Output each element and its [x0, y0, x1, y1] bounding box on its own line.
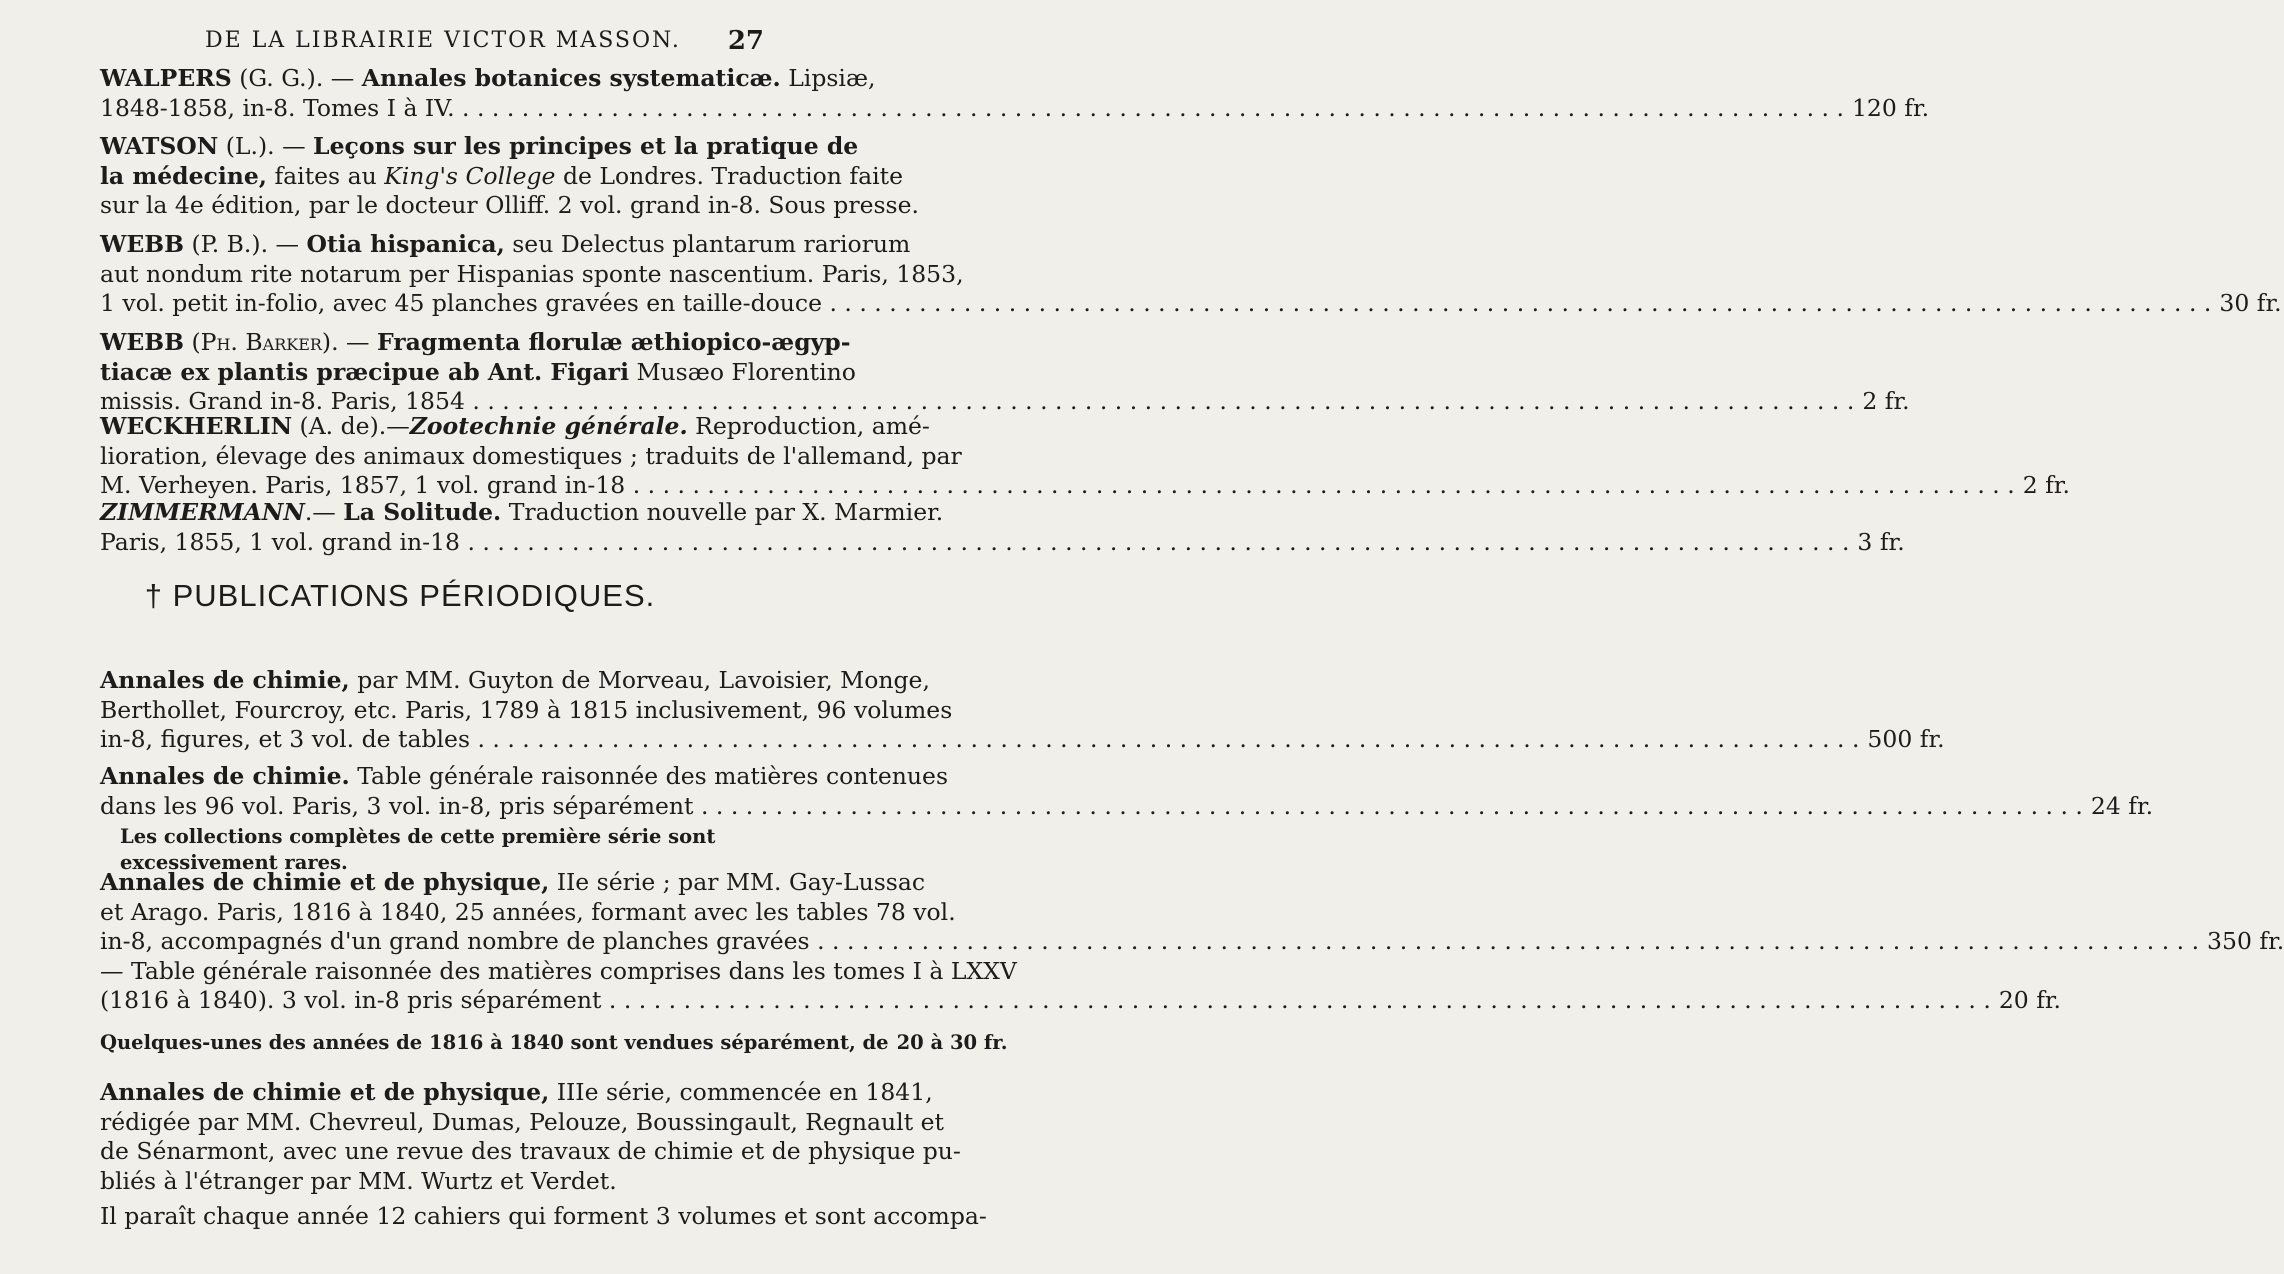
entry-price: 350 fr. [2207, 927, 2284, 955]
footnote: Les collections complètes de cette première série sont excessivement rares. [120, 825, 716, 874]
entry-title: Annales botanices systematicæ. [361, 64, 781, 92]
periodical-title: Annales de chimie et de physique, [100, 1078, 550, 1106]
catalog-entry-weckherlin: WECKHERLIN (A. de).—Zootechnie générale. Reproduction, amé- lioration, élevage des animaux domestiques ; traduits de l'allemand, par M. Verheyen. Paris, 1857, 1 vol. grand in-18 . . . 2 fr. [100, 412, 760, 501]
entry-price: 500 fr. [1867, 725, 1945, 753]
periodical-title: Annales de chimie, [100, 666, 350, 694]
catalog-entry-walpers: WALPERS (G. G.). — Annales botanices systematicæ. Lipsiæ, 1848-1858, in-8. Tomes I à IV. . . . 120 fr. [100, 64, 760, 123]
entry-author: WATSON [100, 132, 219, 160]
entry-price: 120 fr. [1851, 93, 1930, 122]
entry-price: 3 fr. [1857, 527, 1905, 556]
entry-price: 20 fr. [1998, 986, 2062, 1014]
entry-author: WECKHERLIN [100, 412, 293, 440]
entry-author: WEBB [100, 328, 185, 356]
periodical-entry: Annales de chimie et de physique, IIIe série, commencée en 1841, rédigée par MM. Chevreul, Dumas, Pelouze, Boussingault, Regnault et de Sénarmont, avec une revue des travaux de chimie et de physique pu- bliés à l'étranger par MM. Wurtz et Verdet. Il paraît chaque année 12 cahiers qui forment 3 volumes et sont accompa- [100, 1078, 987, 1230]
page-header [0, 20, 800, 60]
periodical-entry: Annales de chimie. Table générale raisonnée des matières contenues dans les 96 vol. Paris, 3 vol. in-8, pris séparément . . . 24 fr. [100, 762, 760, 821]
catalog-entry-webb-barker: WEBB (Ph. Barker). — Fragmenta florulæ æthiopico-ægyp- tiacæ ex plantis præcipue ab Ant. Figari Musæo Florentino missis. Grand in-8. Paris, 1854 . . . 2 fr. [100, 328, 760, 417]
entry-title: Otia hispanica, [306, 230, 505, 258]
entry-title: Fragmenta florulæ æthiopico-ægyp- [377, 328, 851, 356]
entry-author: WEBB [100, 230, 185, 258]
periodical-title: Annales de chimie et de physique, [100, 868, 550, 896]
periodical-entry: Annales de chimie et de physique, IIe série ; par MM. Gay-Lussac et Arago. Paris, 1816 à 1840, 25 années, formant avec les tables 78 vol. in-8, accompagnés d'un grand nombre de planches gravées . . . 350 fr. — Table générale raisonnée des matières comprises dans les tomes I à LXXV (1816 à 1840). 3 vol. in-8 pris séparément . . . 20 fr. [100, 868, 760, 1016]
entry-price: 24 fr. [2090, 791, 2154, 820]
entry-price: 2 fr. [2022, 471, 2070, 499]
periodical-title: Annales de chimie. [100, 762, 350, 790]
page-number: 27 [727, 26, 764, 56]
entry-title: Leçons sur les principes et la pratique de [313, 132, 859, 160]
catalog-entry-webb-pb: WEBB (P. B.). — Otia hispanica, seu Delectus plantarum rariorum aut nondum rite notarum per Hispanias sponte nascentium. Paris, 1853, 1 vol. petit in-folio, avec 45 planches gravées en taille-douce . . . 30 fr. [100, 230, 760, 319]
entry-author: WALPERS [100, 64, 232, 92]
running-title: DE LA LIBRAIRIE VICTOR MASSON. [205, 28, 681, 53]
entry-title: La Solitude. [343, 498, 502, 526]
catalog-entry-zimmermann: ZIMMERMANN.— La Solitude. Traduction nouvelle par X. Marmier. Paris, 1855, 1 vol. grand in-18 . . . 3 fr. [100, 498, 760, 557]
entry-author: ZIMMERMANN [100, 498, 305, 526]
periodical-entry: Annales de chimie, par MM. Guyton de Morveau, Lavoisier, Monge, Berthollet, Fourcroy, etc. Paris, 1789 à 1815 inclusivement, 96 volumes in-8, figures, et 3 vol. de tables . . . 500 fr. [100, 666, 760, 755]
section-heading: † PUBLICATIONS PÉRIODIQUES. [144, 578, 656, 613]
entry-title: Zootechnie générale. [409, 412, 688, 440]
catalog-entry-watson: WATSON (L.). — Leçons sur les principes et la pratique de la médecine, faites au King's College de Londres. Traduction faite sur la 4e édition, par le docteur Olliff. 2 vol. grand in-8. Sous presse. [100, 132, 919, 219]
entry-price: 2 fr. [1862, 387, 1910, 415]
footnote: Quelques-unes des années de 1816 à 1840 sont vendues séparément, de 20 à 30 fr. [100, 1031, 1008, 1054]
entry-price: 30 fr. [2219, 289, 2282, 317]
